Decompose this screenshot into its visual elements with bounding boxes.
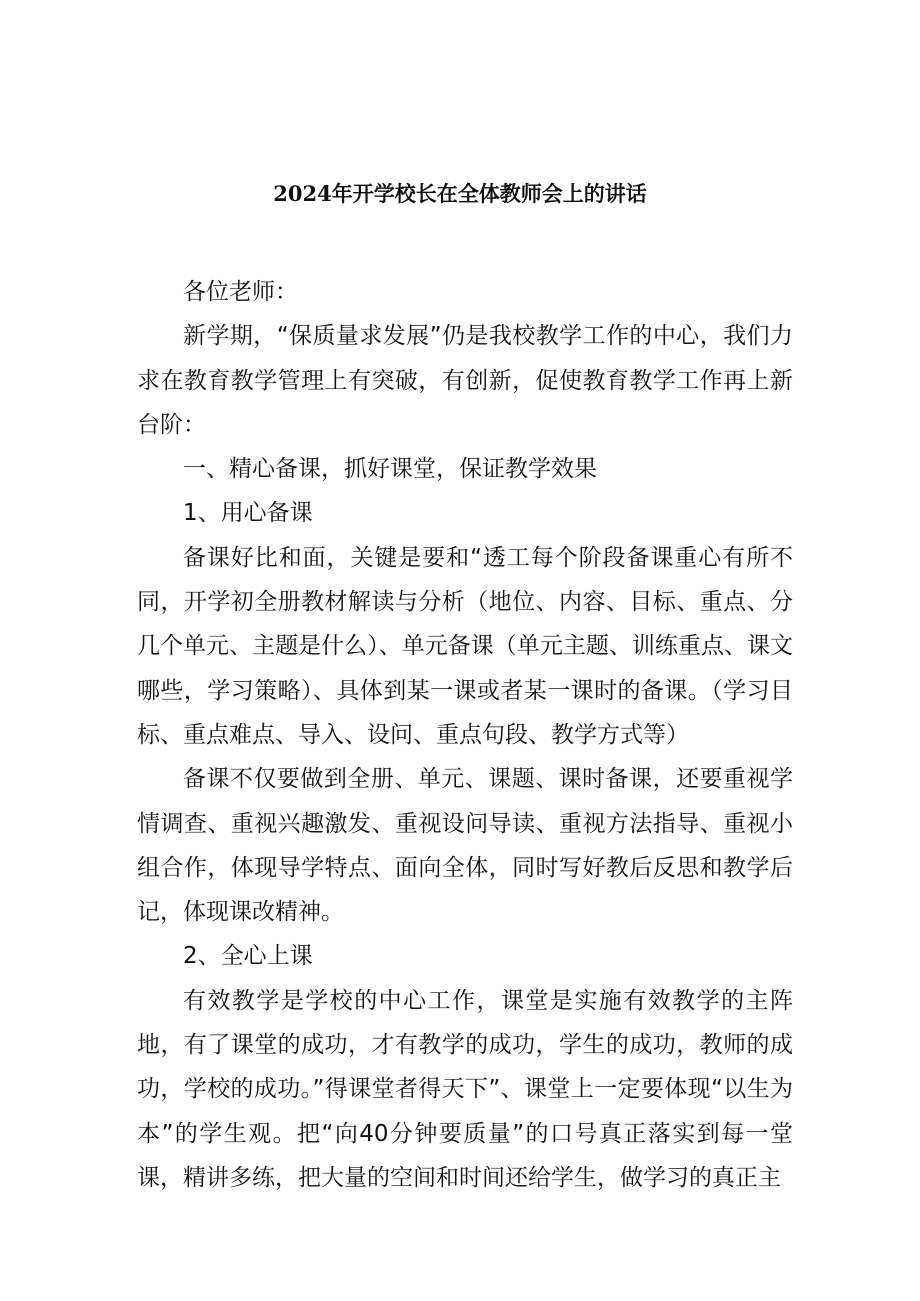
section-heading: 一、精心备课，抓好课堂，保证教学效果	[183, 456, 597, 483]
subsection-heading: 2、全心上课	[183, 943, 313, 970]
body-paragraph: 备课不仅要做到全册、单元、课题、课时备课，还要重视学情调查、重视兴趣激发、重视设问导读、重视方法指导、重视小组合作，体现导学特点、面向全体，同时写好教后反思和教学后记，体现课改精神。	[137, 766, 793, 926]
body-paragraph: 新学期，“保质量求发展”仍是我校教学工作的中心，我们力求在教育教学管理上有突破，有创新，促使教育教学工作再上新台阶：	[137, 323, 793, 438]
body-paragraph: 备课好比和面，关键是要和“透工每个阶段备课重心有所不同，开学初全册教材解读与分析（地位、内容、目标、重点、分几个单元、主题是什么）、单元备课（单元主题、训练重点、课文哪些，学习策略）、具体到某一课或者某一课时的备课。（学习目标、重点难点、导入、设问、重点句段、教学方式等）	[137, 544, 793, 748]
document-body	[137, 270, 793, 1200]
salutation-paragraph: 各位老师：	[183, 279, 298, 305]
body-paragraph: 有效教学是学校的中心工作，课堂是实施有效教学的主阵地，有了课堂的成功，才有教学的成功，学生的成功，教师的成功，学校的成功。”得课堂者得天下”、课堂上一定要体现“以生为本”的学生观。把“向40分钟要质量”的口号真正落实到每一堂课，精讲多练，把大量的空间和时间还给学生，做学习的真正主	[137, 987, 793, 1191]
document-title: 2024年开学校长在全体教师会上的讲话	[273, 181, 647, 206]
subsection-heading: 1、用心备课	[183, 500, 313, 527]
